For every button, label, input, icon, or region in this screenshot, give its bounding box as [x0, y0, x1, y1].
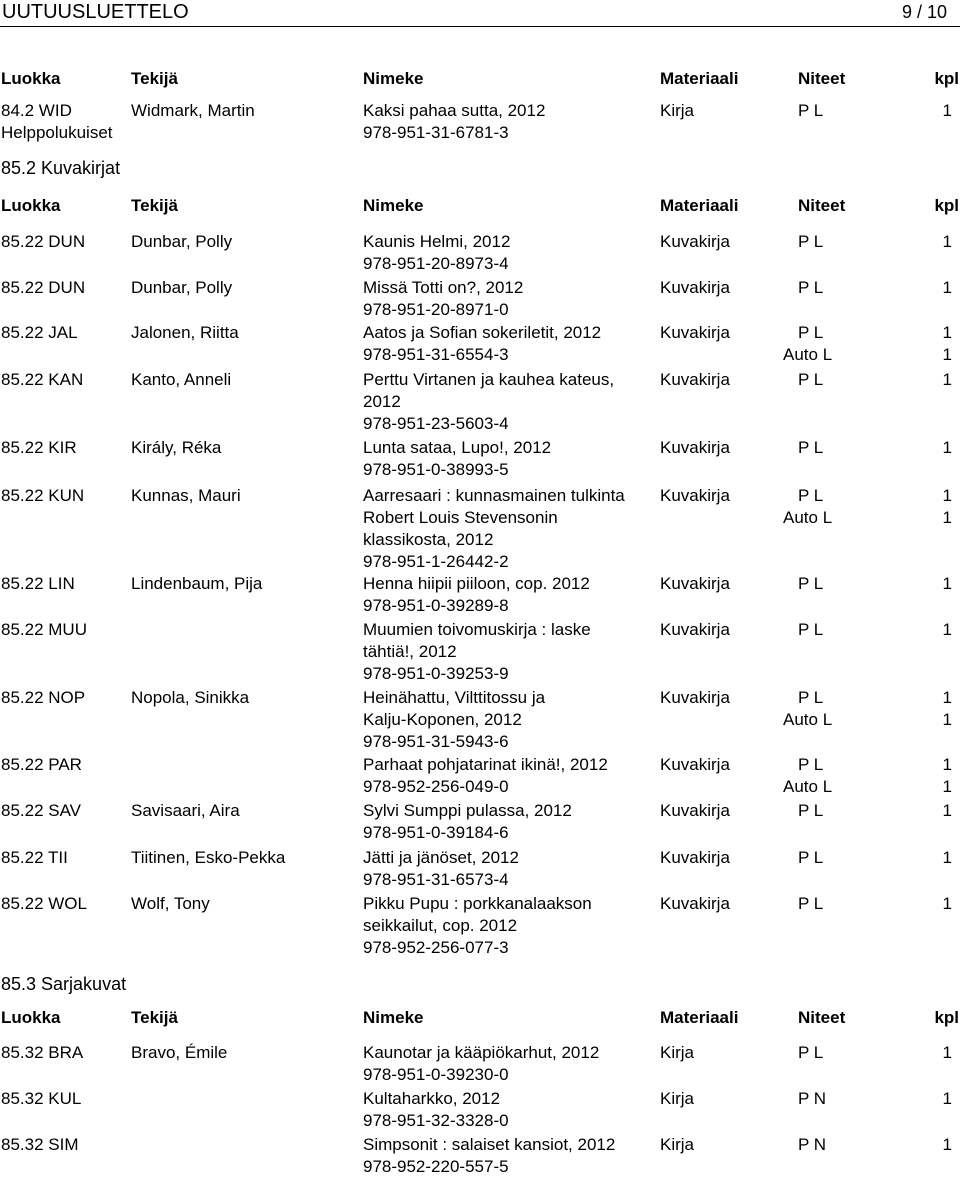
- niteet-cell: [798, 847, 823, 869]
- luokka-line: 84.2 WID: [1, 101, 72, 120]
- column-header-luokka: Luokka: [1, 69, 61, 88]
- kpl-cell: [943, 893, 952, 915]
- column-header-kpl: kpl: [934, 69, 959, 88]
- column-header-niteet: Niteet: [798, 196, 846, 215]
- nimeke-line: Aatos ja Sofian sokeriletit, 2012: [363, 323, 602, 342]
- luokka-line: 85.22 MUU: [1, 620, 87, 639]
- materiaali-cell: Kuvakirja: [660, 438, 730, 457]
- niteet-cell: [798, 573, 823, 595]
- luokka-line: 85.22 KIR: [1, 438, 77, 457]
- column-header-tekija: Tekijä: [131, 1008, 178, 1027]
- nimeke-cell: [363, 573, 653, 617]
- luokka-cell: [1, 1088, 81, 1110]
- luokka-cell: [1, 800, 81, 822]
- nimeke-cell: [363, 322, 653, 366]
- column-header-materiaali: Materiaali: [660, 196, 739, 215]
- tekija-cell: Wolf, Tony: [131, 894, 210, 913]
- kpl-value: 1: [942, 1089, 952, 1108]
- kpl-cell: [943, 322, 952, 366]
- kpl-value: 1: [942, 438, 952, 457]
- nimeke-line: 978-951-20-8973-4: [363, 254, 509, 273]
- materiaali-cell: Kirja: [660, 1135, 695, 1154]
- column-header-row: [0, 68, 960, 90]
- nimeke-cell: [363, 485, 653, 573]
- luokka-line: 85.22 LIN: [1, 574, 75, 593]
- niteet-location: P L: [798, 848, 824, 867]
- luokka-cell: [1, 847, 68, 869]
- niteet-cell: [798, 619, 823, 641]
- luokka-line: 85.22 JAL: [1, 323, 78, 342]
- nimeke-line: seikkailut, cop. 2012: [363, 916, 518, 935]
- niteet-location: Auto L: [783, 345, 833, 364]
- nimeke-line: 978-951-0-39253-9: [363, 664, 509, 683]
- kpl-value: 1: [942, 232, 952, 251]
- kpl-cell: [943, 619, 952, 641]
- materiaali-cell: Kuvakirja: [660, 894, 730, 913]
- niteet-cell: [798, 893, 823, 915]
- luokka-line: 85.22 TII: [1, 848, 68, 867]
- niteet-location: P L: [798, 894, 824, 913]
- nimeke-line: 978-951-31-6573-4: [363, 870, 509, 889]
- nimeke-line: Heinähattu, Vilttitossu ja: [363, 688, 546, 707]
- luokka-cell: [1, 322, 78, 344]
- nimeke-line: Parhaat pohjatarinat ikinä!, 2012: [363, 755, 608, 774]
- nimeke-line: 978-951-0-39184-6: [363, 823, 509, 842]
- column-header-nimeke: Nimeke: [363, 196, 424, 215]
- nimeke-line: 978-952-220-557-5: [363, 1157, 509, 1176]
- tekija-cell: Dunbar, Polly: [131, 278, 233, 297]
- niteet-location: P L: [798, 620, 824, 639]
- kpl-cell: [943, 100, 952, 122]
- kpl-cell: [943, 1088, 952, 1110]
- kpl-cell: [943, 231, 952, 253]
- column-header-niteet: Niteet: [798, 69, 846, 88]
- niteet-cell: [798, 437, 823, 459]
- nimeke-line: Kalju-Koponen, 2012: [363, 710, 522, 729]
- page-header: [0, 0, 960, 24]
- kpl-value: 1: [942, 848, 952, 867]
- luokka-cell: [1, 437, 77, 459]
- nimeke-line: 978-951-0-38993-5: [363, 460, 509, 479]
- materiaali-cell: Kirja: [660, 1043, 695, 1062]
- nimeke-line: Henna hiipii piiloon, cop. 2012: [363, 574, 590, 593]
- nimeke-line: Kaksi pahaa sutta, 2012: [363, 101, 546, 120]
- niteet-location: P L: [798, 323, 824, 342]
- niteet-cell: [798, 1042, 823, 1064]
- kpl-value: 1: [942, 345, 952, 364]
- nimeke-line: Jätti ja jänöset, 2012: [363, 848, 519, 867]
- materiaali-cell: Kirja: [660, 101, 695, 120]
- nimeke-cell: [363, 231, 653, 275]
- luokka-cell: [1, 100, 113, 144]
- column-header-tekija: Tekijä: [131, 196, 178, 215]
- nimeke-line: Lunta sataa, Lupo!, 2012: [363, 438, 552, 457]
- tekija-cell: Savisaari, Aira: [131, 801, 240, 820]
- materiaali-cell: Kuvakirja: [660, 848, 730, 867]
- materiaali-cell: Kuvakirja: [660, 688, 730, 707]
- materiaali-cell: Kuvakirja: [660, 323, 730, 342]
- section-title: 85.3 Sarjakuvat: [1, 974, 127, 994]
- nimeke-line: klassikosta, 2012: [363, 530, 494, 549]
- materiaali-cell: Kuvakirja: [660, 370, 730, 389]
- kpl-cell: [943, 687, 952, 731]
- niteet-location: Auto L: [783, 777, 833, 796]
- luokka-line: 85.32 BRA: [1, 1043, 84, 1062]
- luokka-cell: [1, 1134, 79, 1156]
- kpl-value: 1: [942, 370, 952, 389]
- niteet-location: P L: [798, 1043, 824, 1062]
- column-header-nimeke: Nimeke: [363, 69, 424, 88]
- niteet-cell: [783, 322, 847, 366]
- tekija-cell: Dunbar, Polly: [131, 232, 233, 251]
- niteet-cell: [798, 100, 823, 122]
- nimeke-cell: [363, 369, 653, 435]
- nimeke-line: Kaunotar ja kääpiökarhut, 2012: [363, 1043, 600, 1062]
- document-title: UUTUUSLUETTELO: [2, 1, 189, 23]
- tekija-cell: Kanto, Anneli: [131, 370, 232, 389]
- kpl-value: 1: [942, 486, 952, 505]
- tekija-cell: Kunnas, Mauri: [131, 486, 241, 505]
- niteet-cell: [798, 369, 823, 391]
- kpl-cell: [943, 754, 952, 798]
- nimeke-cell: [363, 437, 653, 481]
- niteet-location: P L: [798, 101, 824, 120]
- nimeke-line: 978-951-0-39289-8: [363, 596, 509, 615]
- column-header-niteet: Niteet: [798, 1008, 846, 1027]
- nimeke-line: 978-951-0-39230-0: [363, 1065, 509, 1084]
- tekija-cell: Király, Réka: [131, 438, 222, 457]
- materiaali-cell: Kuvakirja: [660, 755, 730, 774]
- niteet-location: P L: [798, 486, 824, 505]
- column-header-materiaali: Materiaali: [660, 1008, 739, 1027]
- nimeke-cell: [363, 754, 653, 798]
- nimeke-cell: [363, 1134, 653, 1178]
- tekija-cell: Jalonen, Riitta: [131, 323, 239, 342]
- kpl-value: 1: [942, 101, 952, 120]
- materiaali-cell: Kuvakirja: [660, 574, 730, 593]
- nimeke-line: Kaunis Helmi, 2012: [363, 232, 511, 251]
- luokka-line: Helppolukuiset: [1, 123, 113, 142]
- nimeke-line: Missä Totti on?, 2012: [363, 278, 524, 297]
- section-title: 85.2 Kuvakirjat: [1, 158, 121, 178]
- luokka-cell: [1, 485, 84, 507]
- niteet-location: P N: [798, 1135, 827, 1154]
- niteet-location: P L: [798, 278, 824, 297]
- column-header-kpl: kpl: [934, 196, 959, 215]
- materiaali-cell: Kuvakirja: [660, 620, 730, 639]
- materiaali-cell: Kuvakirja: [660, 278, 730, 297]
- kpl-cell: [943, 1042, 952, 1064]
- kpl-value: 1: [942, 755, 952, 774]
- column-header-kpl: kpl: [934, 1008, 959, 1027]
- luokka-cell: [1, 1042, 83, 1064]
- nimeke-line: Robert Louis Stevensonin: [363, 508, 558, 527]
- column-header-tekija: Tekijä: [131, 69, 178, 88]
- niteet-location: Auto L: [783, 508, 833, 527]
- niteet-location: P L: [798, 688, 824, 707]
- nimeke-line: 978-951-23-5603-4: [363, 414, 509, 433]
- nimeke-line: Simpsonit : salaiset kansiot, 2012: [363, 1135, 616, 1154]
- nimeke-line: 978-951-31-5943-6: [363, 732, 509, 751]
- niteet-cell: [798, 800, 823, 822]
- nimeke-line: 978-952-256-049-0: [363, 777, 509, 796]
- column-header-materiaali: Materiaali: [660, 69, 739, 88]
- nimeke-line: 978-951-31-6554-3: [363, 345, 509, 364]
- nimeke-line: 978-951-32-3328-0: [363, 1111, 509, 1130]
- niteet-cell: [783, 485, 847, 529]
- luokka-cell: [1, 369, 83, 391]
- column-header-luokka: Luokka: [1, 1008, 61, 1027]
- kpl-value: 1: [942, 777, 952, 796]
- niteet-cell: [783, 754, 847, 798]
- kpl-cell: [943, 485, 952, 529]
- niteet-location: P L: [798, 232, 824, 251]
- tekija-cell: Tiitinen, Esko-Pekka: [131, 848, 286, 867]
- tekija-cell: Widmark, Martin: [131, 101, 255, 120]
- kpl-cell: [943, 437, 952, 459]
- column-header-row: [0, 195, 960, 217]
- column-header-nimeke: Nimeke: [363, 1008, 424, 1027]
- kpl-value: 1: [942, 710, 952, 729]
- nimeke-line: tähtiä!, 2012: [363, 642, 457, 661]
- nimeke-line: Pikku Pupu : porkkanalaakson: [363, 894, 592, 913]
- luokka-line: 85.32 SIM: [1, 1135, 79, 1154]
- niteet-location: P L: [798, 438, 824, 457]
- nimeke-line: Sylvi Sumppi pulassa, 2012: [363, 801, 572, 820]
- kpl-value: 1: [942, 278, 952, 297]
- luokka-cell: [1, 231, 85, 253]
- kpl-cell: [943, 573, 952, 595]
- nimeke-line: Kultaharkko, 2012: [363, 1089, 501, 1108]
- luokka-line: 85.22 DUN: [1, 232, 86, 251]
- materiaali-cell: Kirja: [660, 1089, 695, 1108]
- tekija-cell: Nopola, Sinikka: [131, 688, 250, 707]
- kpl-value: 1: [942, 1135, 952, 1154]
- column-header-luokka: Luokka: [1, 196, 61, 215]
- materiaali-cell: Kuvakirja: [660, 232, 730, 251]
- niteet-location: Auto L: [783, 710, 833, 729]
- luokka-line: 85.22 WOL: [1, 894, 87, 913]
- nimeke-cell: [363, 687, 653, 753]
- nimeke-cell: [363, 1042, 653, 1086]
- niteet-cell: [798, 1134, 826, 1156]
- luokka-line: 85.32 KUL: [1, 1089, 82, 1108]
- kpl-value: 1: [942, 801, 952, 820]
- kpl-value: 1: [942, 688, 952, 707]
- luokka-cell: [1, 893, 87, 915]
- nimeke-line: 978-951-1-26442-2: [363, 552, 509, 571]
- nimeke-cell: [363, 619, 653, 685]
- luokka-cell: [1, 687, 85, 709]
- luokka-cell: [1, 573, 75, 595]
- niteet-location: P L: [798, 755, 824, 774]
- luokka-line: 85.22 PAR: [1, 755, 82, 774]
- niteet-location: P L: [798, 574, 824, 593]
- niteet-cell: [783, 687, 847, 731]
- nimeke-line: Aarresaari : kunnasmainen tulkinta: [363, 486, 625, 505]
- nimeke-line: 2012: [363, 392, 401, 411]
- luokka-line: 85.22 KAN: [1, 370, 84, 389]
- nimeke-cell: [363, 277, 653, 321]
- nimeke-line: 978-952-256-077-3: [363, 938, 509, 957]
- nimeke-line: Muumien toivomuskirja : laske: [363, 620, 591, 639]
- page-number: 9 / 10: [901, 2, 947, 22]
- niteet-location: P N: [798, 1089, 827, 1108]
- kpl-value: 1: [942, 620, 952, 639]
- kpl-cell: [943, 1134, 952, 1156]
- luokka-line: 85.22 KUN: [1, 486, 85, 505]
- kpl-cell: [943, 800, 952, 822]
- niteet-cell: [798, 277, 823, 299]
- kpl-value: 1: [942, 1043, 952, 1062]
- kpl-value: 1: [942, 574, 952, 593]
- niteet-cell: [798, 231, 823, 253]
- nimeke-cell: [363, 1088, 653, 1132]
- nimeke-cell: [363, 893, 653, 959]
- header-rule: [0, 26, 960, 27]
- kpl-value: 1: [942, 894, 952, 913]
- nimeke-cell: [363, 800, 653, 844]
- tekija-cell: Bravo, Émile: [131, 1043, 228, 1062]
- materiaali-cell: Kuvakirja: [660, 486, 730, 505]
- column-header-row: [0, 1007, 960, 1029]
- niteet-cell: [798, 1088, 826, 1110]
- nimeke-cell: [363, 847, 653, 891]
- niteet-location: P L: [798, 370, 824, 389]
- kpl-cell: [943, 847, 952, 869]
- kpl-value: 1: [942, 323, 952, 342]
- kpl-cell: [943, 369, 952, 391]
- luokka-line: 85.22 NOP: [1, 688, 86, 707]
- materiaali-cell: Kuvakirja: [660, 801, 730, 820]
- luokka-line: 85.22 DUN: [1, 278, 86, 297]
- luokka-cell: [1, 754, 82, 776]
- nimeke-cell: [363, 100, 653, 144]
- kpl-value: 1: [942, 508, 952, 527]
- kpl-cell: [943, 277, 952, 299]
- nimeke-line: 978-951-31-6781-3: [363, 123, 509, 142]
- niteet-location: P L: [798, 801, 824, 820]
- luokka-cell: [1, 619, 87, 641]
- luokka-cell: [1, 277, 85, 299]
- nimeke-line: Perttu Virtanen ja kauhea kateus,: [363, 370, 615, 389]
- tekija-cell: Lindenbaum, Pija: [131, 574, 263, 593]
- luokka-line: 85.22 SAV: [1, 801, 82, 820]
- nimeke-line: 978-951-20-8971-0: [363, 300, 509, 319]
